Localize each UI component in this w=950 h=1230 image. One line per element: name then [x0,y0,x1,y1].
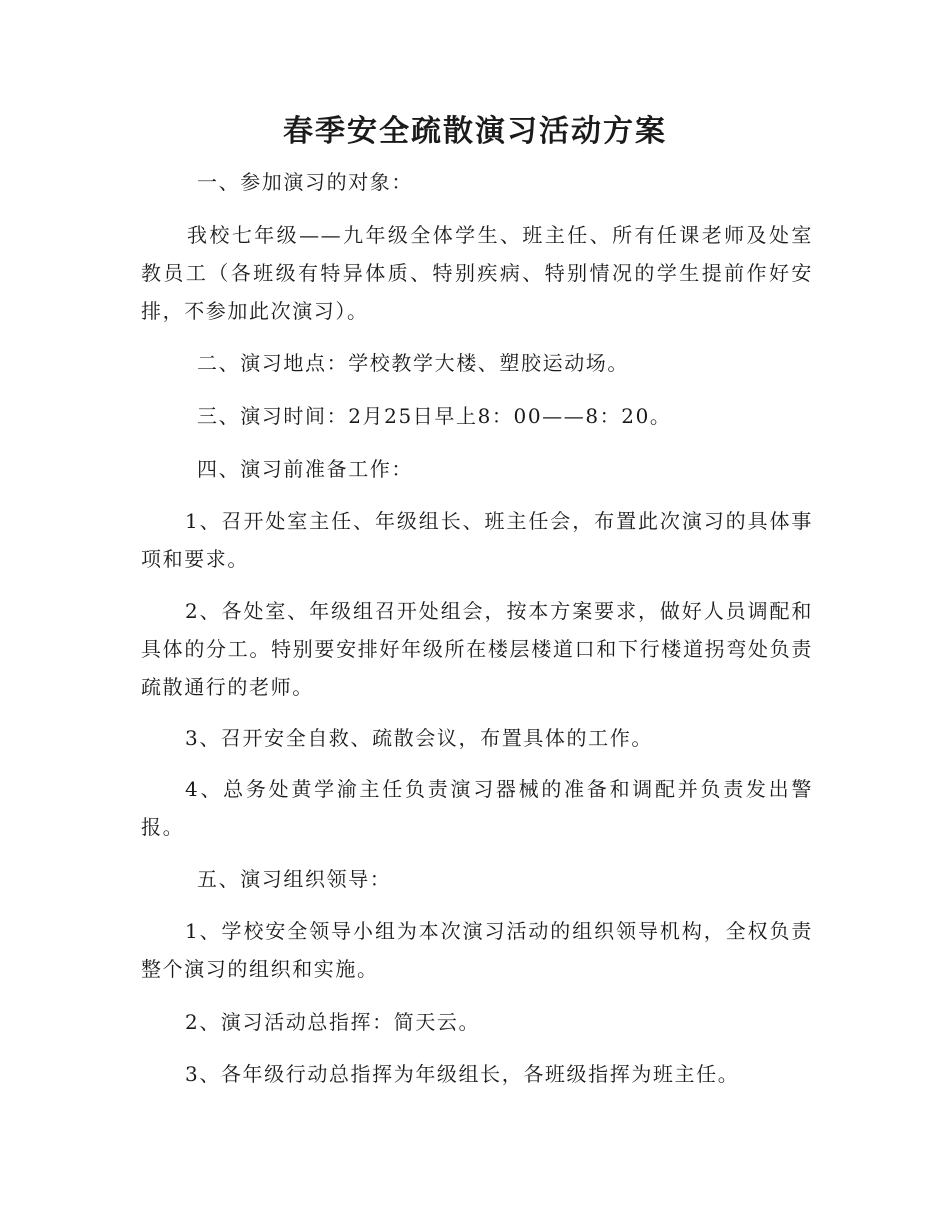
section-heading-leadership: 五、演习组织领导： [197,867,392,891]
section-heading-location: 二、演习地点：学校教学大楼、塑胶运动场。 [197,351,629,375]
list-item-prep-4: 4、总务处黄学渝主任负责演习器械的准备和调配并负责发出警报。 [141,777,813,839]
list-item-prep-3: 3、召开安全自救、疏散会议，布置具体的工作。 [185,726,653,750]
list-item-prep-2: 2、各处室、年级组召开处组会，按本方案要求，做好人员调配和具体的分工。特别要安排好年级所在楼层楼道口和下行楼道拐弯处负责疏散通行的老师。 [141,599,813,699]
section-heading-participants: 一、参加演习的对象： [197,170,413,194]
list-item-lead-2: 2、演习活动总指挥：简天云。 [185,1010,481,1034]
list-item-prep-1: 1、召开处室主任、年级组长、班主任会，布置此次演习的具体事项和要求。 [141,509,813,571]
section-heading-preparation: 四、演习前准备工作： [197,457,413,481]
paragraph-participants: 我校七年级——九年级全体学生、班主任、所有任课老师及处室教员工（各班级有特异体质、特别疾病、特别情况的学生提前作好安排，不参加此次演习）。 [141,223,813,323]
document-title: 春季安全疏散演习活动方案 [283,114,667,149]
list-item-lead-3: 3、各年级行动总指挥为年级组长，各班级指挥为班主任。 [185,1062,740,1086]
list-item-lead-1: 1、学校安全领导小组为本次演习活动的组织领导机构，全权负责整个演习的组织和实施。 [141,919,813,981]
section-heading-time: 三、演习时间：2月25日早上8：00——8：20。 [197,404,672,428]
